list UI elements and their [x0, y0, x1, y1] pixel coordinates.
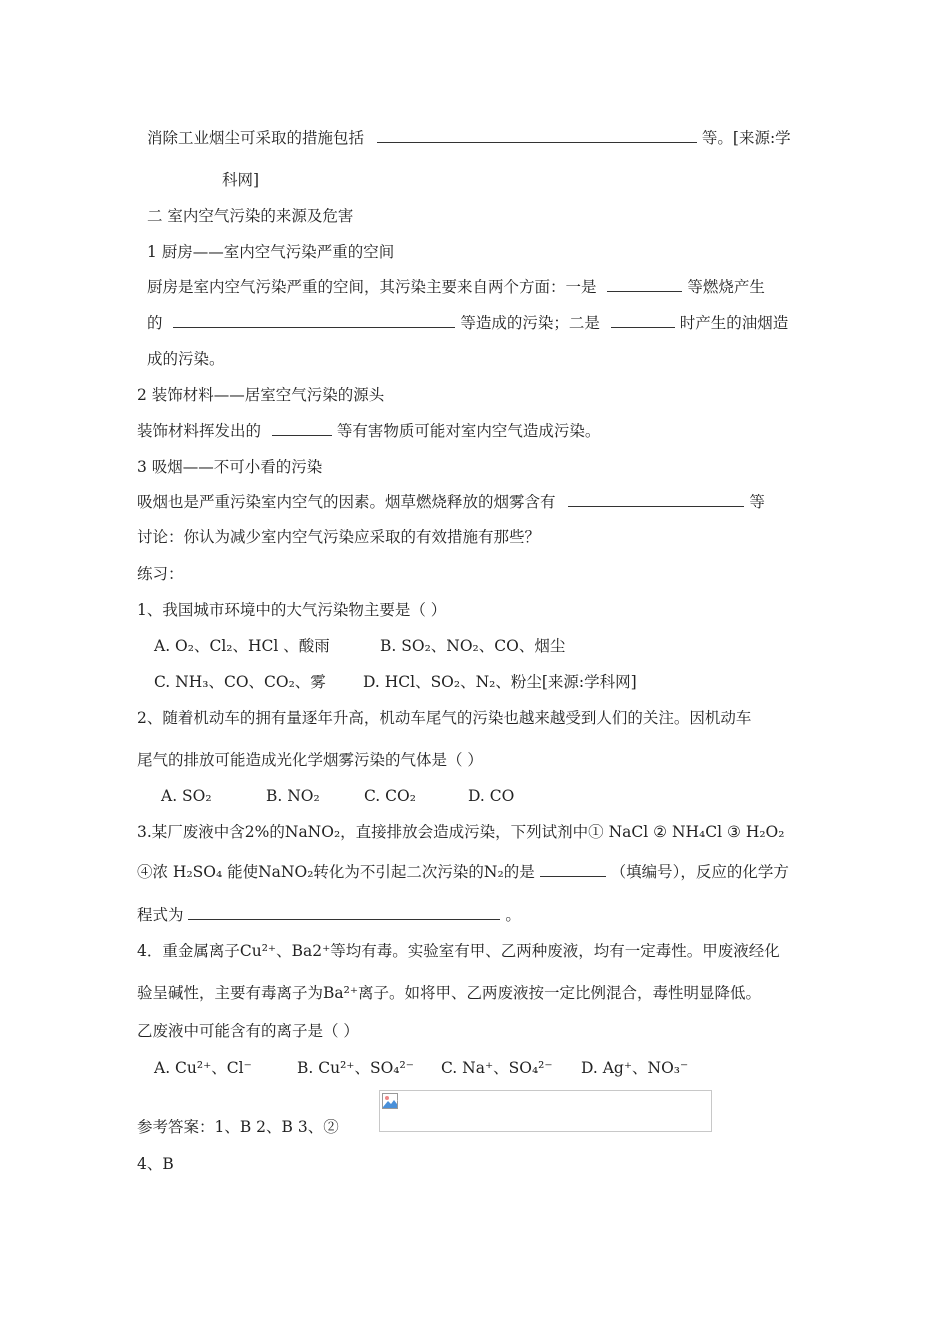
q4-option-b: B. Cu²⁺、SO₄²⁻: [297, 1059, 414, 1077]
q2-option-c: C. CO₂: [364, 787, 416, 805]
q1-stem: 1、我国城市环境中的大气污染物主要是（ ）: [137, 601, 447, 619]
section-heading: 二 室内空气污染的来源及危害: [147, 207, 354, 225]
q2-option-b: B. NO₂: [266, 787, 320, 805]
q3-line-2: ④浓 H₂SO₄ 能使NaNO₂转化为不引起二次污染的N₂的是 （填编号），反应的化学方: [137, 863, 789, 881]
blank-field: [377, 128, 697, 143]
subheading-kitchen: 1 厨房——室内空气污染严重的空间: [147, 243, 395, 261]
broken-image-placeholder: [379, 1090, 712, 1132]
q1-option-b: B. SO₂、NO₂、CO、烟尘: [380, 637, 566, 655]
discussion-line: 讨论：你认为减少室内空气污染应采取的有效措施有那些？: [137, 528, 541, 546]
q4-line-3: 乙废液中可能含有的离子是（ ）: [137, 1022, 359, 1040]
subheading-smoking: 3 吸烟——不可小看的污染: [137, 458, 323, 476]
blank-field: [540, 862, 606, 877]
answer-key-2: 4、B: [137, 1155, 174, 1173]
source-note: 科网]: [222, 171, 260, 189]
subheading-decoration: 2 装饰材料——居室空气污染的源头: [137, 386, 385, 404]
answer-key: 参考答案：1、B 2、B 3、②: [137, 1118, 339, 1136]
line-industrial-dust: 消除工业烟尘可采取的措施包括 等。[来源:学: [147, 129, 791, 147]
blank-field: [611, 313, 675, 328]
q4-line-1: 4．重金属离子Cu²⁺、Ba2⁺等均有毒。实验室有甲、乙两种废液，均有一定毒性。甲废液经化: [137, 942, 780, 960]
q4-option-d: D. Ag⁺、NO₃⁻: [581, 1059, 689, 1077]
q2-stem-1: 2、随着机动车的拥有量逐年升高，机动车尾气的污染也越来越受到人们的关注。因机动车: [137, 709, 752, 727]
blank-field: [272, 421, 332, 436]
blank-field: [173, 313, 455, 328]
q1-option-c: C. NH₃、CO、CO₂、雾: [154, 673, 326, 691]
practice-label: 练习：: [137, 565, 184, 583]
blank-field: [568, 492, 744, 507]
q2-stem-2: 尾气的排放可能造成光化学烟雾污染的气体是（ ）: [137, 751, 483, 769]
blank-field: [607, 277, 682, 292]
kitchen-line-1: 厨房是室内空气污染严重的空间，其污染主要来自两个方面：一是 等燃烧产生: [147, 278, 765, 296]
q2-option-d: D. CO: [468, 787, 515, 805]
q1-option-a: A. O₂、Cl₂、HCl 、酸雨: [154, 637, 330, 655]
q3-line-1: 3.某厂废液中含2%的NaNO₂，直接排放会造成污染，下列试剂中① NaCl ② NH₄Cl ③ H₂O₂: [137, 823, 785, 841]
q4-option-a: A. Cu²⁺、Cl⁻: [154, 1059, 252, 1077]
broken-image-icon: [382, 1093, 398, 1109]
q4-option-c: C. Na⁺、SO₄²⁻: [441, 1059, 553, 1077]
smoking-line: 吸烟也是严重污染室内空气的因素。烟草燃烧释放的烟雾含有 等: [137, 493, 765, 511]
q4-line-2: 验呈碱性，主要有毒离子为Ba²⁺离子。如将甲、乙两废液按一定比例混合，毒性明显降低。: [137, 984, 762, 1002]
blank-field: [188, 905, 500, 920]
q3-line-3: 程式为 。: [137, 906, 521, 924]
decoration-line: 装饰材料挥发出的 等有害物质可能对室内空气造成污染。: [137, 422, 601, 440]
kitchen-line-2: 的 等造成的污染；二是 时产生的油烟造: [147, 314, 789, 332]
q1-option-d: D. HCl、SO₂、N₂、粉尘[来源:学科网]: [363, 673, 637, 691]
kitchen-line-3: 成的污染。: [147, 350, 225, 368]
q2-option-a: A. SO₂: [161, 787, 212, 805]
